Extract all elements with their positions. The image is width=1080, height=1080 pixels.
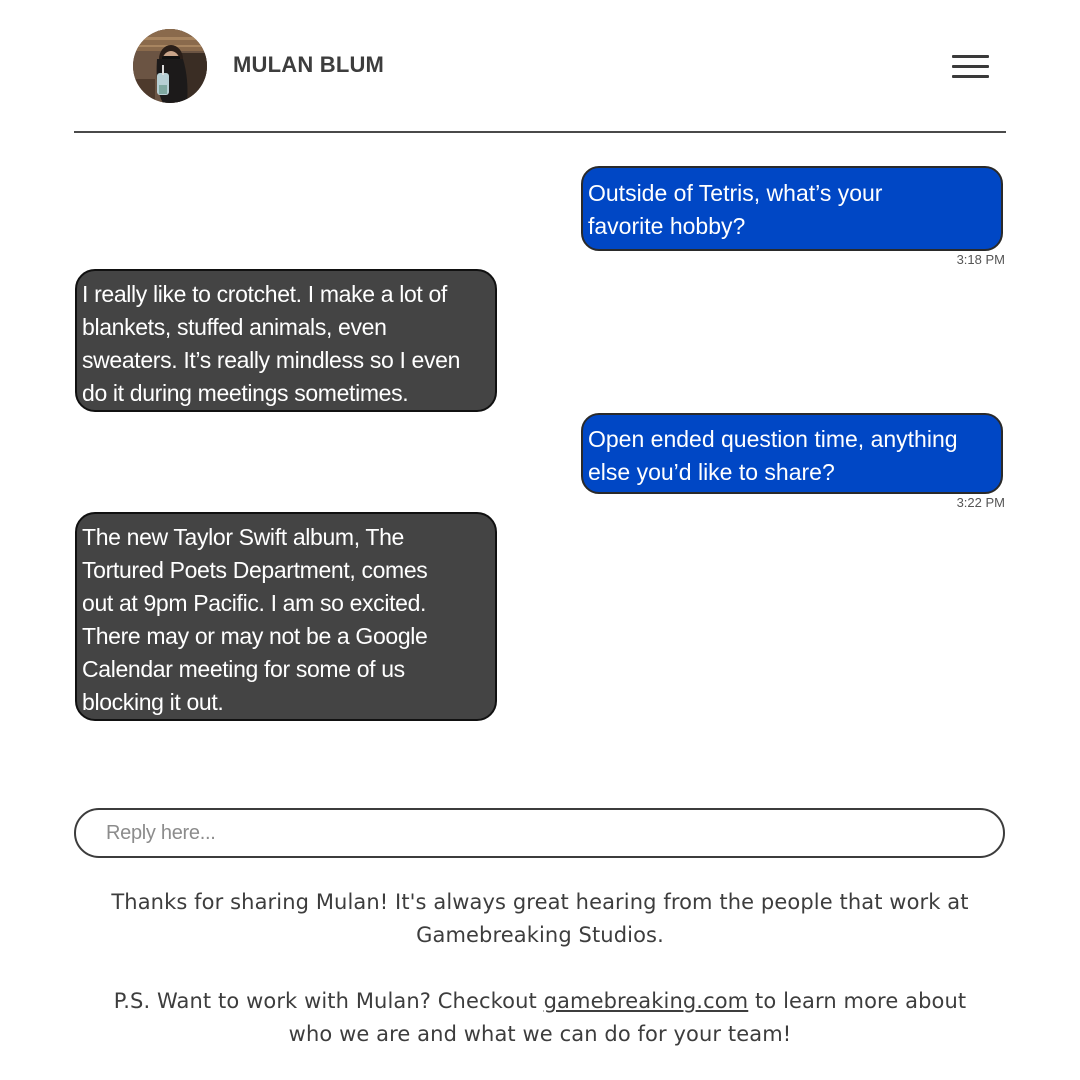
menu-bar [952, 65, 989, 68]
thanks-message [80, 886, 1000, 952]
message-line: do it during meetings sometimes. [82, 380, 409, 406]
ps-line: who we are and what we can do for your team! [288, 1022, 792, 1046]
hamburger-menu-icon[interactable] [952, 52, 990, 80]
thanks-line: Thanks for sharing Mulan! It's always great hearing from the people that work at [111, 890, 969, 914]
message-line: else you’d like to share? [588, 459, 835, 485]
profile-photo-icon [133, 29, 207, 103]
message-line: blocking it out. [82, 689, 224, 715]
message-line: I really like to crotchet. I make a lot of [82, 281, 447, 307]
message-line: Outside of Tetris, what’s your [588, 180, 883, 206]
sent-message-bubble [581, 413, 1003, 494]
chat-header [0, 0, 1080, 134]
message-line: sweaters. It’s really mindless so I even [82, 347, 461, 373]
ps-prefix: P.S. Want to work with Mulan? Checkout [113, 989, 544, 1013]
reply-box[interactable] [74, 808, 1005, 858]
ps-suffix: to learn more about [748, 989, 967, 1013]
message-timestamp: 3:22 PM [956, 495, 1005, 510]
received-message-bubble [75, 269, 497, 412]
message-line: Tortured Poets Department, comes [82, 557, 428, 583]
message-line: Calendar meeting for some of us [82, 656, 405, 682]
header-divider [74, 131, 1006, 133]
message-line: There may or may not be a Google [82, 623, 428, 649]
menu-bar [952, 75, 989, 78]
ps-message [80, 985, 1000, 1051]
message-line: Open ended question time, anything [588, 426, 958, 452]
reply-input[interactable] [106, 816, 966, 850]
thanks-line: Gamebreaking Studios. [416, 923, 664, 947]
avatar[interactable] [133, 29, 207, 103]
menu-bar [952, 55, 989, 58]
message-timestamp: 3:18 PM [956, 252, 1005, 267]
message-line: out at 9pm Pacific. I am so excited. [82, 590, 427, 616]
ps-line [80, 985, 1000, 1018]
contact-name: MULAN BLUM [233, 52, 385, 77]
message-line: favorite hobby? [588, 213, 746, 239]
message-line: The new Taylor Swift album, The [82, 524, 404, 550]
received-message-bubble [75, 512, 497, 721]
gamebreaking-link[interactable]: gamebreaking.com [543, 989, 749, 1013]
sent-message-bubble [581, 166, 1003, 251]
message-line: blankets, stuffed animals, even [82, 314, 387, 340]
